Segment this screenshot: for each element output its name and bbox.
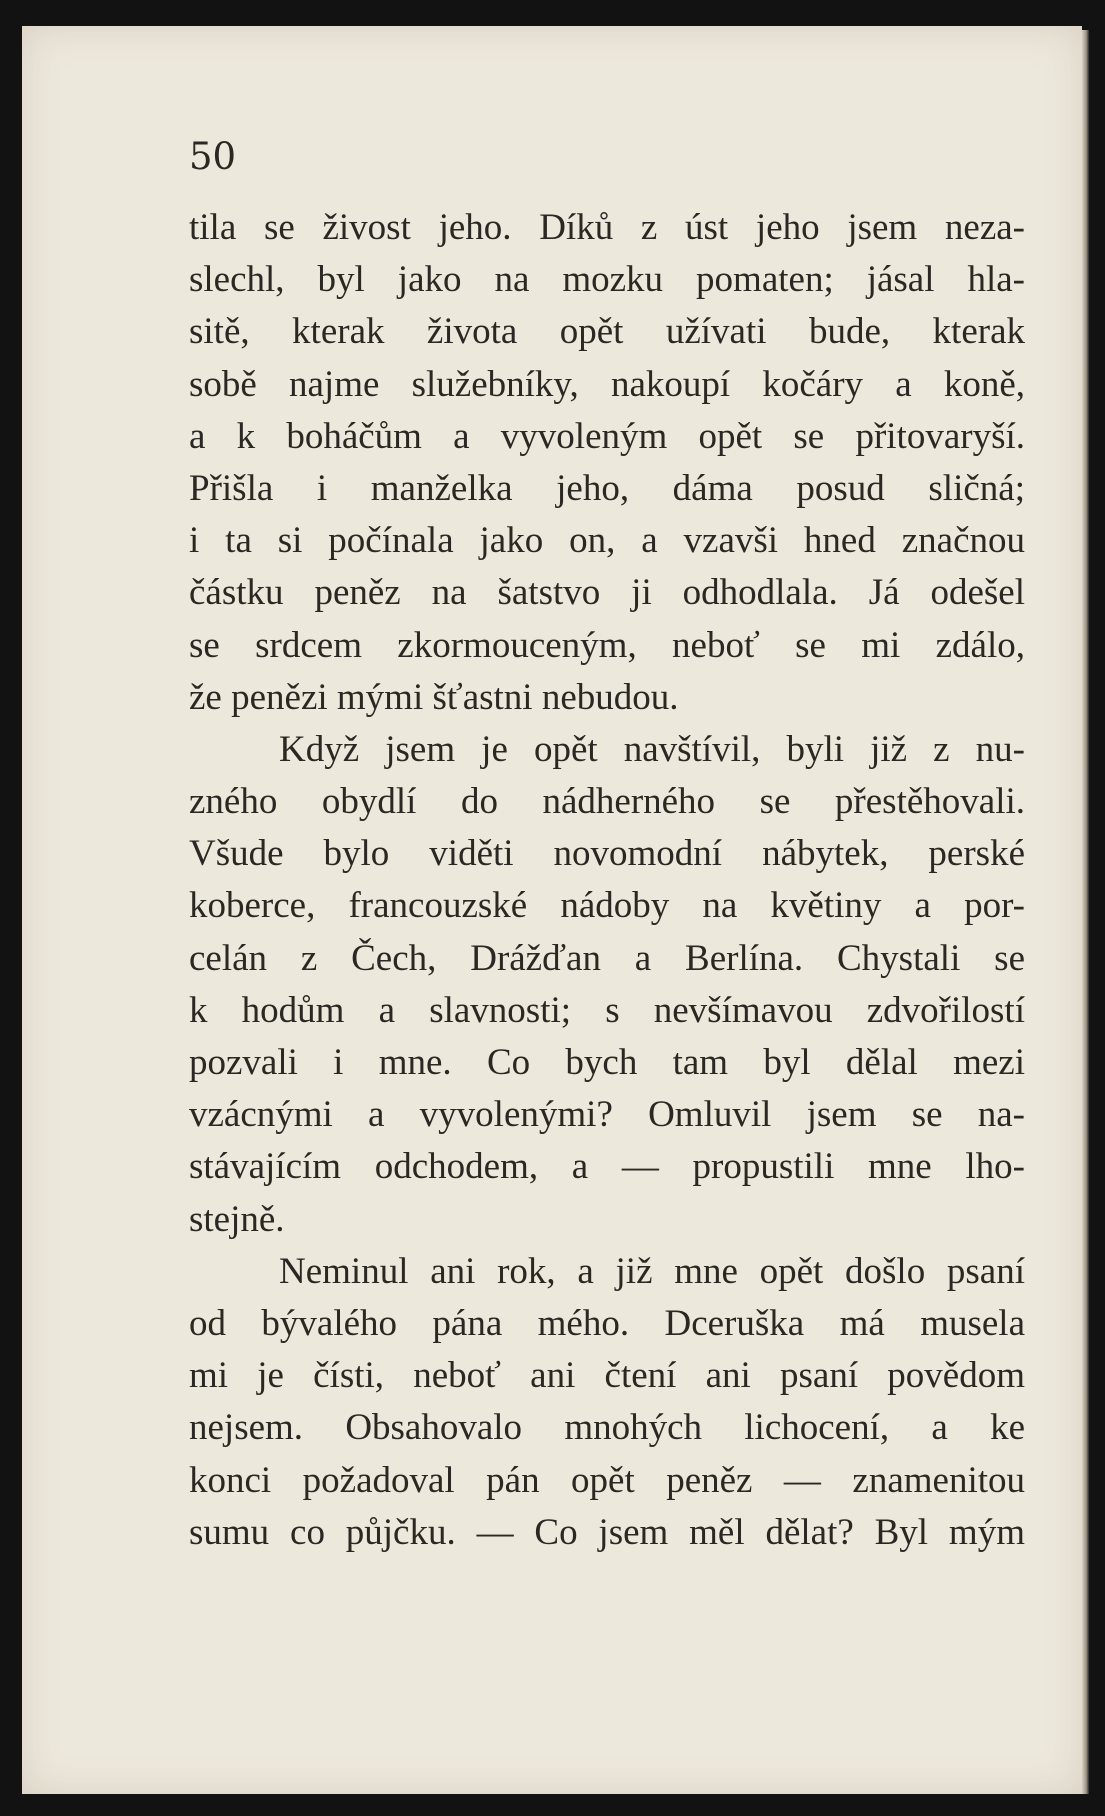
text-line: tila se živost jeho. Díků z úst jeho jsem neza- — [189, 207, 1025, 248]
text-line: od bývalého pána mého. Dceruška má musela — [189, 1302, 1025, 1344]
text-line: sumu co půjčku. — Co jsem měl dělat? Byl mým — [189, 1511, 1025, 1553]
text-line: nejsem. Obsahovalo mnohých lichocení, a ke — [189, 1407, 1025, 1449]
text-line: stávajícím odchodem, a — propustili mne lho- — [189, 1146, 1025, 1188]
text-line: i ta si počínala jako on, a vzavši hned značnou — [189, 520, 1025, 562]
text-line: a k boháčům a vyvoleným opět se přitovaryší. — [189, 415, 1025, 457]
text-line: zného obydlí do nádherného se přestěhovali. — [189, 781, 1025, 823]
text-line: Když jsem je opět navštívil, byli již z nu- — [279, 728, 1025, 770]
text-line: mi je čísti, neboť ani čtení ani psaní povědom — [189, 1355, 1025, 1397]
text-line: Přišla i manželka jeho, dáma posud sličná; — [189, 467, 1025, 509]
text-line: pozvali i mne. Co bych tam byl dělal mezi — [189, 1042, 1025, 1083]
text-line: konci požadoval pán opět peněz — znamenitou — [189, 1459, 1025, 1501]
page-edge — [1082, 30, 1089, 1794]
text-line: stejně. — [189, 1198, 285, 1240]
text-line: částku peněz na šatstvo ji odhodlala. Já odešel — [189, 572, 1025, 614]
text-line: Neminul ani rok, a již mne opět došlo psaní — [279, 1250, 1025, 1292]
text-line: k hodům a slavnosti; s nevšímavou zdvořilostí — [189, 989, 1025, 1031]
body-text — [189, 202, 1025, 1559]
text-line: se srdcem zkormouceným, neboť se mi zdálo, — [189, 624, 1025, 666]
text-line: celán z Čech, Drážďan a Berlína. Chystali se — [189, 937, 1025, 979]
text-line: sobě najme služebníky, nakoupí kočáry a koně, — [189, 363, 1025, 405]
text-line: sitě, kterak života opět užívati bude, kterak — [189, 311, 1025, 353]
page-number: 50 — [189, 135, 237, 178]
text-line: koberce, francouzské nádoby na květiny a por- — [189, 885, 1025, 927]
text-line: vzácnými a vyvolenými? Omluvil jsem se na- — [189, 1094, 1025, 1136]
text-line: že penězi mými šťastni nebudou. — [189, 676, 679, 718]
text-line: Všude bylo viděti novomodní nábytek, perské — [189, 833, 1025, 875]
text-line: slechl, byl jako na mozku pomaten; jásal hla- — [189, 259, 1025, 301]
